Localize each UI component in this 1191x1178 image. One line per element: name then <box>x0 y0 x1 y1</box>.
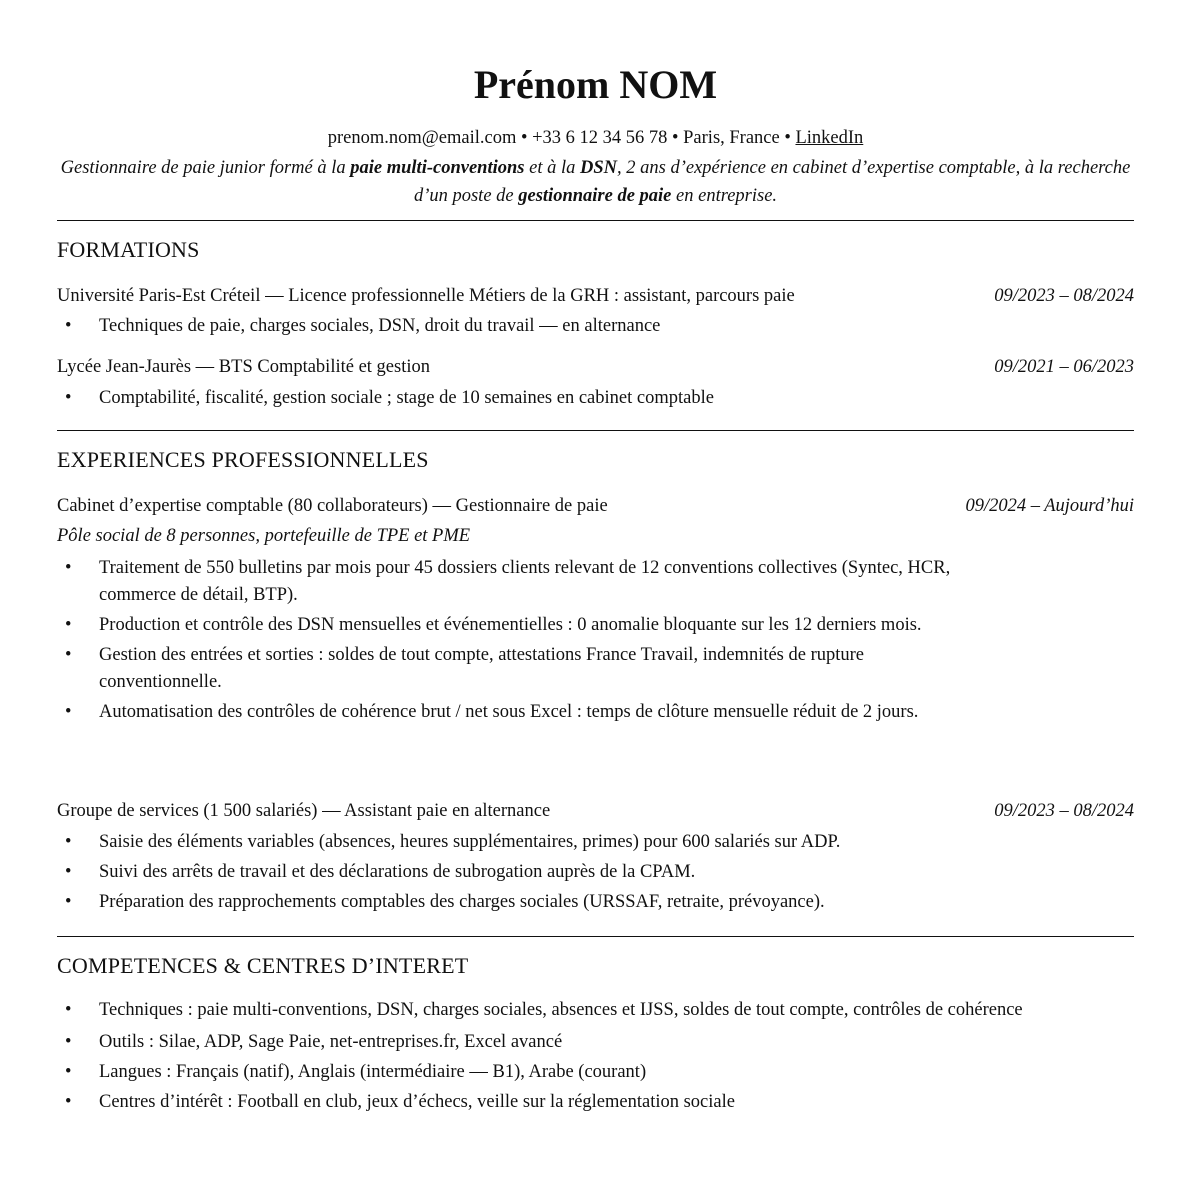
section-title-competences: COMPETENCES & CENTRES D’INTERET <box>57 953 469 978</box>
separator: • <box>784 128 791 148</box>
experience-bullets <box>57 555 957 726</box>
experience-subtitle: Pôle social de 8 personnes, portefeuille de TPE et PME <box>57 526 471 546</box>
formation-date: 09/2023 – 08/2024 <box>994 286 1134 306</box>
separator: • <box>520 128 528 148</box>
experience-entry-heading <box>57 799 1134 823</box>
list-item: • Comptabilité, fiscalité, gestion sociale ; stage de 10 semaines en cabinet comptable <box>57 385 714 412</box>
list-item: • Outils : Silae, ADP, Sage Paie, net-entreprises.fr, Excel avancé <box>57 1029 1134 1056</box>
profile-summary <box>57 154 1134 210</box>
list-item: • Techniques : paie multi-conventions, DSN, charges sociales, absences et IJSS, soldes de tout compte, contrôles de cohérence <box>57 997 1134 1024</box>
list-item: • Préparation des rapprochements comptables des charges sociales (URSSAF, retraite, prévoyance). <box>57 889 1057 916</box>
list-item: • Centres d’intérêt : Football en club, jeux d’échecs, veille sur la réglementation sociale <box>57 1089 1134 1116</box>
list-item: • Langues : Français (natif), Anglais (intermédiaire — B1), Arabe (courant) <box>57 1059 1134 1086</box>
formation-title: Université Paris-Est Créteil — Licence professionnelle Métiers de la GRH : assistant, parcours paie <box>57 286 795 306</box>
email-text: prenom.nom@email.com <box>327 128 517 148</box>
summary-highlight: DSN <box>579 158 617 178</box>
section-divider <box>57 220 1134 221</box>
linkedin-link[interactable]: LinkedIn <box>795 128 864 148</box>
candidate-name: Prénom NOM <box>473 62 718 107</box>
list-item: • Gestion des entrées et sorties : soldes de tout compte, attestations France Travail, indemnités de rupture conventionnelle. <box>57 642 957 696</box>
experience-title: Cabinet d’expertise comptable (80 collaborateurs) — Gestionnaire de paie <box>57 496 608 516</box>
formation-bullets <box>57 313 660 340</box>
list-item: • Automatisation des contrôles de cohérence brut / net sous Excel : temps de clôture mensuelle réduit de 2 jours. <box>57 699 957 726</box>
summary-highlight: gestionnaire de paie <box>518 186 672 206</box>
formation-entry-heading <box>57 284 1134 308</box>
experience-bullets <box>57 829 1057 916</box>
summary-highlight: paie multi-conventions <box>350 158 525 178</box>
list-item: • Suivi des arrêts de travail et des déclarations de subrogation auprès de la CPAM. <box>57 859 1057 886</box>
summary-text: et à la <box>524 158 580 178</box>
section-divider <box>57 430 1134 431</box>
list-item: • Production et contrôle des DSN mensuelles et événementielles : 0 anomalie bloquante sur les 12 derniers mois. <box>57 612 957 639</box>
summary-text: Gestionnaire de paie junior formé à la <box>60 158 351 178</box>
phone-text: +33 6 12 34 56 78 <box>532 128 668 148</box>
formation-title: Lycée Jean-Jaurès — BTS Comptabilité et gestion <box>57 357 430 377</box>
section-divider <box>57 936 1134 937</box>
formation-entry-heading <box>57 355 1134 379</box>
location-text: Paris, France <box>683 128 780 148</box>
experience-date: 09/2023 – 08/2024 <box>994 801 1134 821</box>
experience-entry-heading <box>57 494 1134 518</box>
formation-date: 09/2021 – 06/2023 <box>994 357 1134 377</box>
list-item: • Traitement de 550 bulletins par mois pour 45 dossiers clients relevant de 12 conventions collectives (Syntec, HCR, commerce de détail, BTP). <box>57 555 957 609</box>
section-title-formations: FORMATIONS <box>57 237 200 262</box>
separator: • <box>672 128 679 148</box>
summary-text: en entreprise. <box>671 186 778 206</box>
contact-line <box>57 126 1134 150</box>
competences-bullets <box>57 997 1134 1116</box>
formation-bullets <box>57 385 714 412</box>
list-item: • Techniques de paie, charges sociales, DSN, droit du travail — en alternance <box>57 313 660 340</box>
experience-title: Groupe de services (1 500 salariés) — Assistant paie en alternance <box>57 801 551 821</box>
list-item: • Saisie des éléments variables (absences, heures supplémentaires, primes) pour 600 salariés sur ADP. <box>57 829 1057 856</box>
section-title-experiences: EXPERIENCES PROFESSIONNELLES <box>57 447 429 472</box>
experience-date: 09/2024 – Aujourd’hui <box>965 496 1134 516</box>
summary-text: , 2 ans d’expérience en cabinet d’expertise comptable, à la recherche d’un poste de <box>413 158 1131 206</box>
